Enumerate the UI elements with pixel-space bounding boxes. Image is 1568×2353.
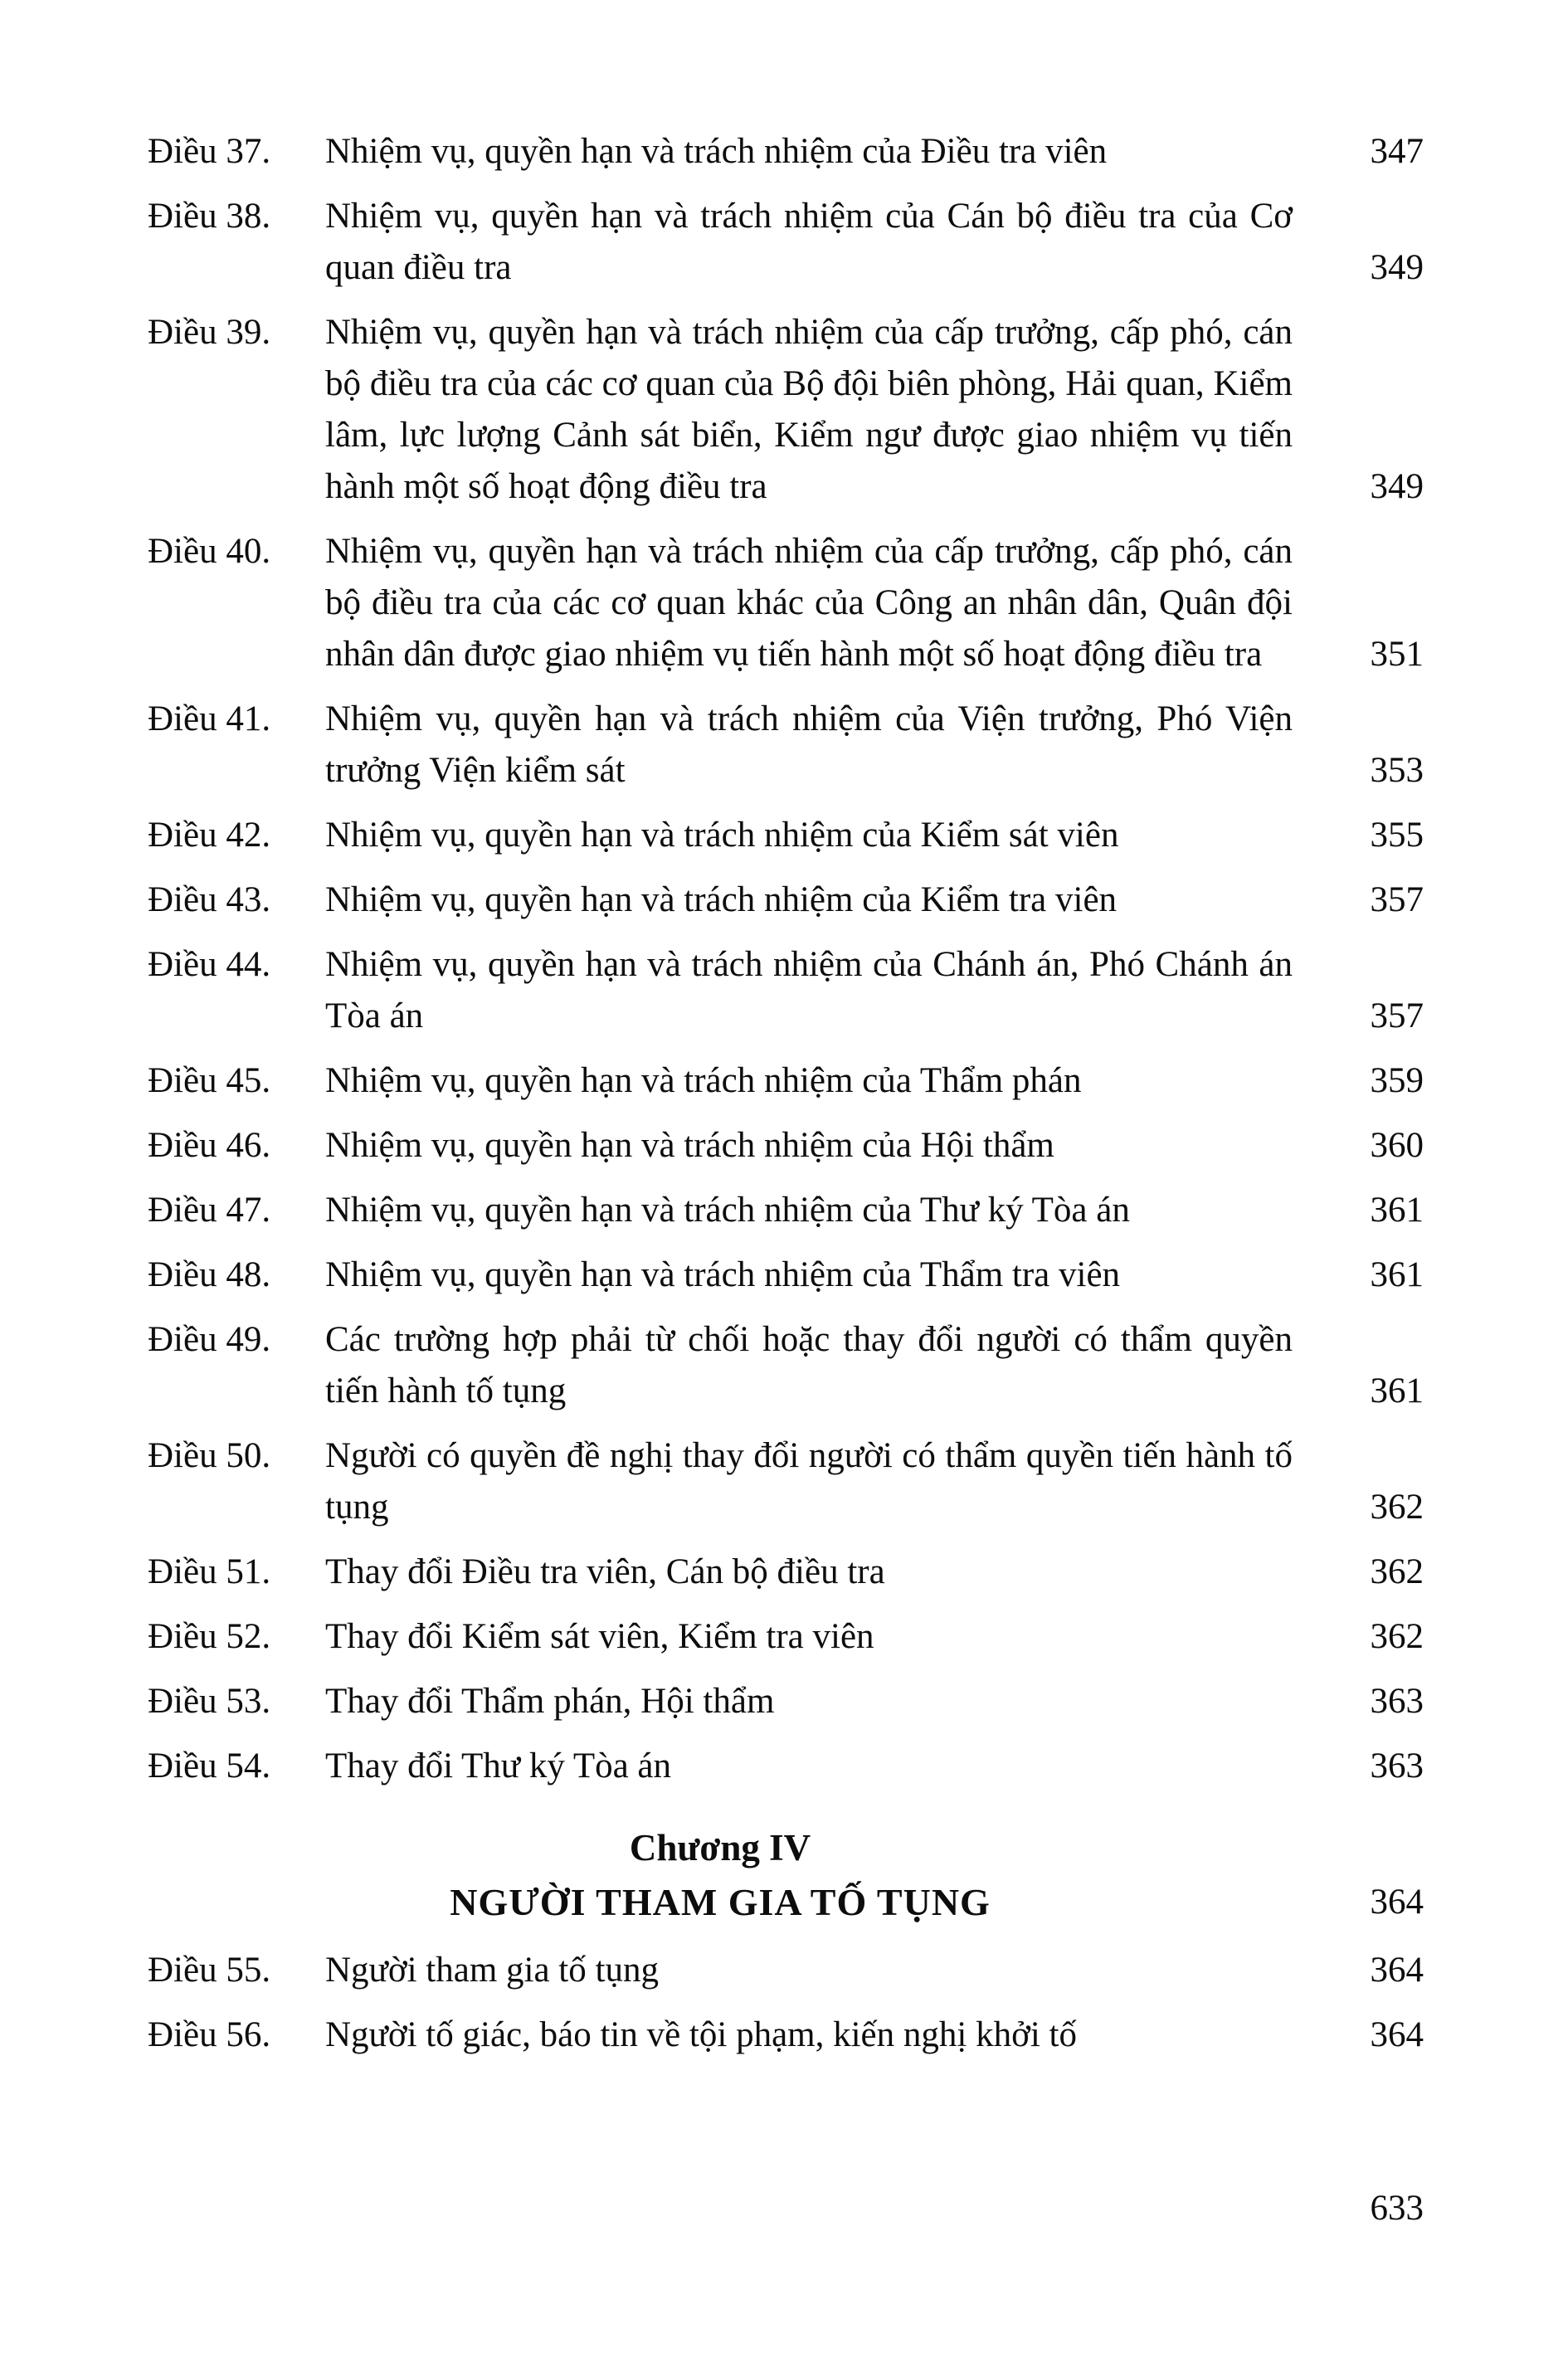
toc-entry-page: 351 xyxy=(1370,635,1424,674)
toc-entry xyxy=(148,1430,1424,1533)
toc-entry xyxy=(148,307,1424,513)
table-of-contents xyxy=(148,126,1424,2074)
toc-entry-title: Thay đổi Thư ký Tòa án xyxy=(325,1746,672,1785)
toc-entry-title: Người tố giác, báo tin về tội phạm, kiến nghị khởi tố xyxy=(325,2015,1077,2054)
toc-entry-label: Điều 55. xyxy=(148,1951,271,1990)
toc-entry xyxy=(148,1676,1424,1727)
toc-entry xyxy=(148,874,1424,926)
toc-entry-title: Người tham gia tố tụng xyxy=(325,1951,659,1990)
toc-entry xyxy=(148,1185,1424,1236)
toc-entry xyxy=(148,1120,1424,1172)
toc-entry-page: 347 xyxy=(1370,132,1424,171)
toc-entry-title: Nhiệm vụ, quyền hạn và trách nhiệm của Viện trưởng, Phó Viện trưởng Viện kiểm sát xyxy=(325,699,1293,790)
chapter-title: NGƯỜI THAM GIA TỐ TỤNG xyxy=(450,1881,991,1923)
toc-entry-page: 359 xyxy=(1370,1061,1424,1100)
toc-entry-page: 360 xyxy=(1370,1126,1424,1165)
chapter-heading-text xyxy=(148,1820,1293,1930)
toc-entry-page: 361 xyxy=(1370,1371,1424,1410)
toc-entry-page: 361 xyxy=(1370,1191,1424,1230)
toc-entry-title: Nhiệm vụ, quyền hạn và trách nhiệm của Hội thẩm xyxy=(325,1126,1054,1165)
toc-entry-label: Điều 52. xyxy=(148,1617,271,1656)
toc-entry xyxy=(148,939,1424,1042)
toc-entry-label: Điều 44. xyxy=(148,945,271,984)
toc-entry xyxy=(148,1250,1424,1301)
toc-entry-label: Điều 48. xyxy=(148,1255,271,1294)
toc-entry-title: Người có quyền đề nghị thay đổi người có thẩm quyền tiến hành tố tụng xyxy=(325,1436,1293,1527)
toc-entry-title: Nhiệm vụ, quyền hạn và trách nhiệm của cấp trưởng, cấp phó, cán bộ điều tra của các cơ quan của Bộ đội biên phòng, Hải quan, Kiểm lâm, lực lượng Cảnh sát biển, Kiểm ngư được giao nhiệm vụ tiến hành một số hoạt động điều tra xyxy=(325,313,1293,506)
toc-entry-title: Nhiệm vụ, quyền hạn và trách nhiệm của cấp trưởng, cấp phó, cán bộ điều tra của các cơ quan khác của Công an nhân dân, Quân đội nhân dân được giao nhiệm vụ tiến hành một số hoạt động điều tra xyxy=(325,532,1293,674)
toc-entry-title: Nhiệm vụ, quyền hạn và trách nhiệm của Kiểm sát viên xyxy=(325,816,1119,855)
toc-entry-label: Điều 38. xyxy=(148,197,271,236)
chapter-heading xyxy=(148,1820,1424,1930)
toc-entry-label: Điều 47. xyxy=(148,1191,271,1230)
toc-entry xyxy=(148,191,1424,294)
toc-entry xyxy=(148,126,1424,178)
toc-entry-page: 361 xyxy=(1370,1255,1424,1294)
toc-entry-title: Nhiệm vụ, quyền hạn và trách nhiệm của Thẩm phán xyxy=(325,1061,1082,1100)
toc-entry xyxy=(148,694,1424,797)
toc-entry-page: 363 xyxy=(1370,1682,1424,1721)
toc-entry-label: Điều 46. xyxy=(148,1126,271,1165)
toc-entry-page: 357 xyxy=(1370,996,1424,1035)
toc-entry-label: Điều 54. xyxy=(148,1746,271,1785)
toc-entry-page: 363 xyxy=(1370,1746,1424,1785)
toc-entry xyxy=(148,1547,1424,1598)
toc-entry xyxy=(148,526,1424,680)
toc-entry-page: 362 xyxy=(1370,1552,1424,1591)
toc-entry-title: Thay đổi Kiểm sát viên, Kiểm tra viên xyxy=(325,1617,874,1656)
toc-entry-page: 362 xyxy=(1370,1488,1424,1527)
toc-entry xyxy=(148,1055,1424,1107)
toc-entry-label: Điều 45. xyxy=(148,1061,271,1100)
toc-entry-page: 364 xyxy=(1370,2015,1424,2054)
toc-entry-label: Điều 37. xyxy=(148,132,271,171)
page-number-footer: 633 xyxy=(1370,2189,1424,2228)
toc-entry-title: Nhiệm vụ, quyền hạn và trách nhiệm của Chánh án, Phó Chánh án Tòa án xyxy=(325,945,1293,1035)
toc-entry-title: Nhiệm vụ, quyền hạn và trách nhiệm của Điều tra viên xyxy=(325,132,1108,171)
toc-entry-title: Nhiệm vụ, quyền hạn và trách nhiệm của Thư ký Tòa án xyxy=(325,1191,1130,1230)
toc-entry xyxy=(148,2010,1424,2061)
toc-entry-label: Điều 42. xyxy=(148,816,271,855)
toc-entry xyxy=(148,1741,1424,1792)
toc-entry xyxy=(148,810,1424,861)
toc-entry-label: Điều 41. xyxy=(148,699,271,738)
toc-entry-title: Nhiệm vụ, quyền hạn và trách nhiệm của Thẩm tra viên xyxy=(325,1255,1121,1294)
toc-entry-title: Thay đổi Thẩm phán, Hội thẩm xyxy=(325,1682,775,1721)
toc-entry-label: Điều 39. xyxy=(148,313,271,352)
toc-entry-label: Điều 40. xyxy=(148,532,271,571)
toc-entry-page: 357 xyxy=(1370,880,1424,919)
toc-entry-label: Điều 53. xyxy=(148,1682,271,1721)
toc-entry xyxy=(148,1945,1424,1996)
toc-entry-title: Các trường hợp phải từ chối hoặc thay đổi người có thẩm quyền tiến hành tố tụng xyxy=(325,1320,1293,1410)
chapter-page: 364 xyxy=(1370,1883,1424,1922)
toc-entry-page: 349 xyxy=(1370,248,1424,287)
toc-entry-label: Điều 50. xyxy=(148,1436,271,1475)
toc-entry xyxy=(148,1314,1424,1417)
toc-entry-page: 355 xyxy=(1370,816,1424,855)
toc-entry-title: Thay đổi Điều tra viên, Cán bộ điều tra xyxy=(325,1552,885,1591)
toc-entry-page: 362 xyxy=(1370,1617,1424,1656)
toc-entry-label: Điều 51. xyxy=(148,1552,271,1591)
toc-entry-page: 364 xyxy=(1370,1951,1424,1990)
toc-entry-label: Điều 43. xyxy=(148,880,271,919)
chapter-kicker: Chương IV xyxy=(629,1827,811,1868)
toc-entry xyxy=(148,1611,1424,1663)
toc-entry-page: 349 xyxy=(1370,467,1424,506)
toc-entry-label: Điều 56. xyxy=(148,2015,271,2054)
toc-entry-title: Nhiệm vụ, quyền hạn và trách nhiệm của Cán bộ điều tra của Cơ quan điều tra xyxy=(325,197,1293,287)
toc-entry-title: Nhiệm vụ, quyền hạn và trách nhiệm của Kiểm tra viên xyxy=(325,880,1118,919)
toc-entry-page: 353 xyxy=(1370,751,1424,790)
toc-entry-label: Điều 49. xyxy=(148,1320,271,1359)
